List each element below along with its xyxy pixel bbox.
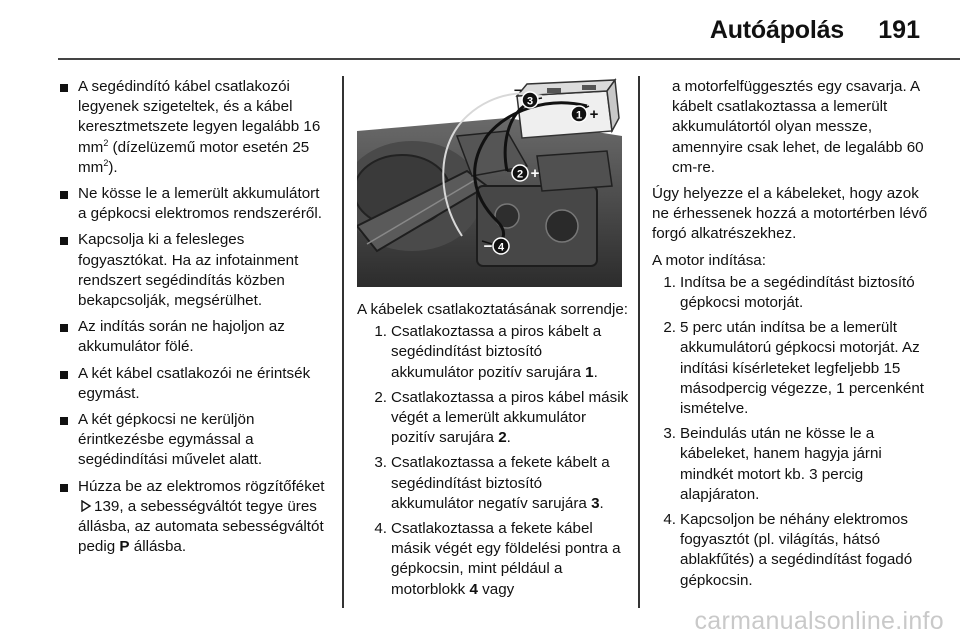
page-number: 191 <box>878 16 920 44</box>
list-item: 3. Csatlakoztassa a fekete kábelt a segédindítást biztosító akkumulátor negatív sarujára 3. <box>374 454 610 512</box>
procedure-intro: A motor indítása: <box>652 251 766 269</box>
watermark: carmanualsonline.info <box>694 607 944 635</box>
callout-2 <box>512 165 540 182</box>
bullet-square-icon <box>60 484 68 492</box>
svg-text:2: 2 <box>516 168 524 181</box>
bullet-square-icon <box>60 237 68 245</box>
battery-icon <box>517 80 619 138</box>
list-item: 2. 5 perc után indítsa be a lemerült akkumulátorú gépkocsi motorját. Az indítási kísérleteket legfeljebb 15 másodpercig végezze, 1 percenként ismételve. <box>663 319 924 418</box>
section-title: Autóápolás <box>709 16 844 44</box>
bullet-item: A segédindító kábel csatlakozói legyenek szigeteltek, és a kábel keresztmetszete legyen legalább 16 $mm^2$ (dízelüzemű motor esetén 25 $mm^2$). <box>58 77 328 178</box>
svg-text:1: 1 <box>575 109 583 122</box>
bullet-item: Ne kösse le a lemerült akkumulátort a gépkocsi elektromos rendszeréről. <box>58 184 328 224</box>
bullet-item: A két kábel csatlakozói ne érintsék egymást. <box>58 364 328 404</box>
procedure-intro: A kábelek csatlakoztatásának sorrendje: <box>357 301 629 318</box>
bullet-item: A két gépkocsi ne kerüljön érintkezésbe egymással a segédindítási művelet alatt. <box>58 410 328 471</box>
list-item: 1. Csatlakoztassa a piros kábelt a segédindítást biztosító akkumulátor pozitív sarujára 1. <box>374 323 602 381</box>
paragraph: Úgy helyezze el a kábeleket, hogy azok ne érhessenek hozzá a motortérben lévő forgó alkatrészekhez. <box>652 185 928 243</box>
list-item: 4. Kapcsoljon be néhány elektromos fogyasztót (pl. világítás, hátsó ablakfűtés) a segédindítást fogadó gépkocsin. <box>663 511 913 589</box>
jump-start-illustration <box>357 76 622 287</box>
header-divider <box>58 58 960 60</box>
svg-text:3: 3 <box>526 95 534 108</box>
bullet-item: Kapcsolja ki a felesleges fogyasztókat. Ha az infotainment rendszert segédindítás közben bekapcsolják, megsérülhet. <box>58 230 328 311</box>
svg-text:−: − <box>513 82 523 98</box>
bullet-square-icon <box>60 371 68 379</box>
list-item: 3. Beindulás után ne kösse le a kábeleket, hanem hagyja járni mindkét motort kb. 3 percig alapjáraton. <box>663 425 882 503</box>
bullet-square-icon <box>60 84 68 92</box>
svg-text:4: 4 <box>497 241 505 254</box>
column-2 <box>357 300 629 605</box>
svg-text:+: + <box>530 165 540 182</box>
engine-bay-illustration <box>357 76 622 287</box>
svg-text:−: − <box>483 238 493 255</box>
reference-arrow-icon[interactable] <box>80 500 92 512</box>
list-item: 2. Csatlakoztassa a piros kábel másik végét a lemerült akkumulátor pozitív sarujára 2. <box>374 388 629 447</box>
bullet-square-icon <box>60 191 68 199</box>
list-continuation: a motorfelfüggesztés egy csavarja. A kábelt csatlakoztassa a lemerült akkumulátortól olyan messze, amennyire csak lehet, de legalább 60 cm-re. <box>672 78 924 176</box>
list-item: 1. Indítsa be a segédindítást biztosító gépkocsi motorját. <box>663 273 915 312</box>
column-3 <box>652 77 930 596</box>
callout-4 <box>484 238 509 255</box>
bullet-square-icon <box>60 324 68 332</box>
list-item: 4. Csatlakoztassa a fekete kábel másik végét egy földelési pontra a gépkocsin, mint például a motorblokk 4 vagy <box>374 520 621 598</box>
bullet-square-icon <box>60 417 68 425</box>
column-divider-2 <box>638 76 640 608</box>
bullet-item: Húzza be az elektromos rögzítőféket 139, a sebességváltót tegye üres állásba, az automata sebességváltót pedig P állásba. <box>58 477 328 558</box>
page-header <box>0 0 960 60</box>
page-reference-link[interactable]: 139 <box>94 497 120 515</box>
column-divider-1 <box>342 76 344 608</box>
column-1 <box>58 77 328 563</box>
callout-1 <box>571 106 599 123</box>
bullet-item: Az indítás során ne hajoljon az akkumulátor fölé. <box>58 317 328 357</box>
svg-text:+: + <box>589 106 599 123</box>
